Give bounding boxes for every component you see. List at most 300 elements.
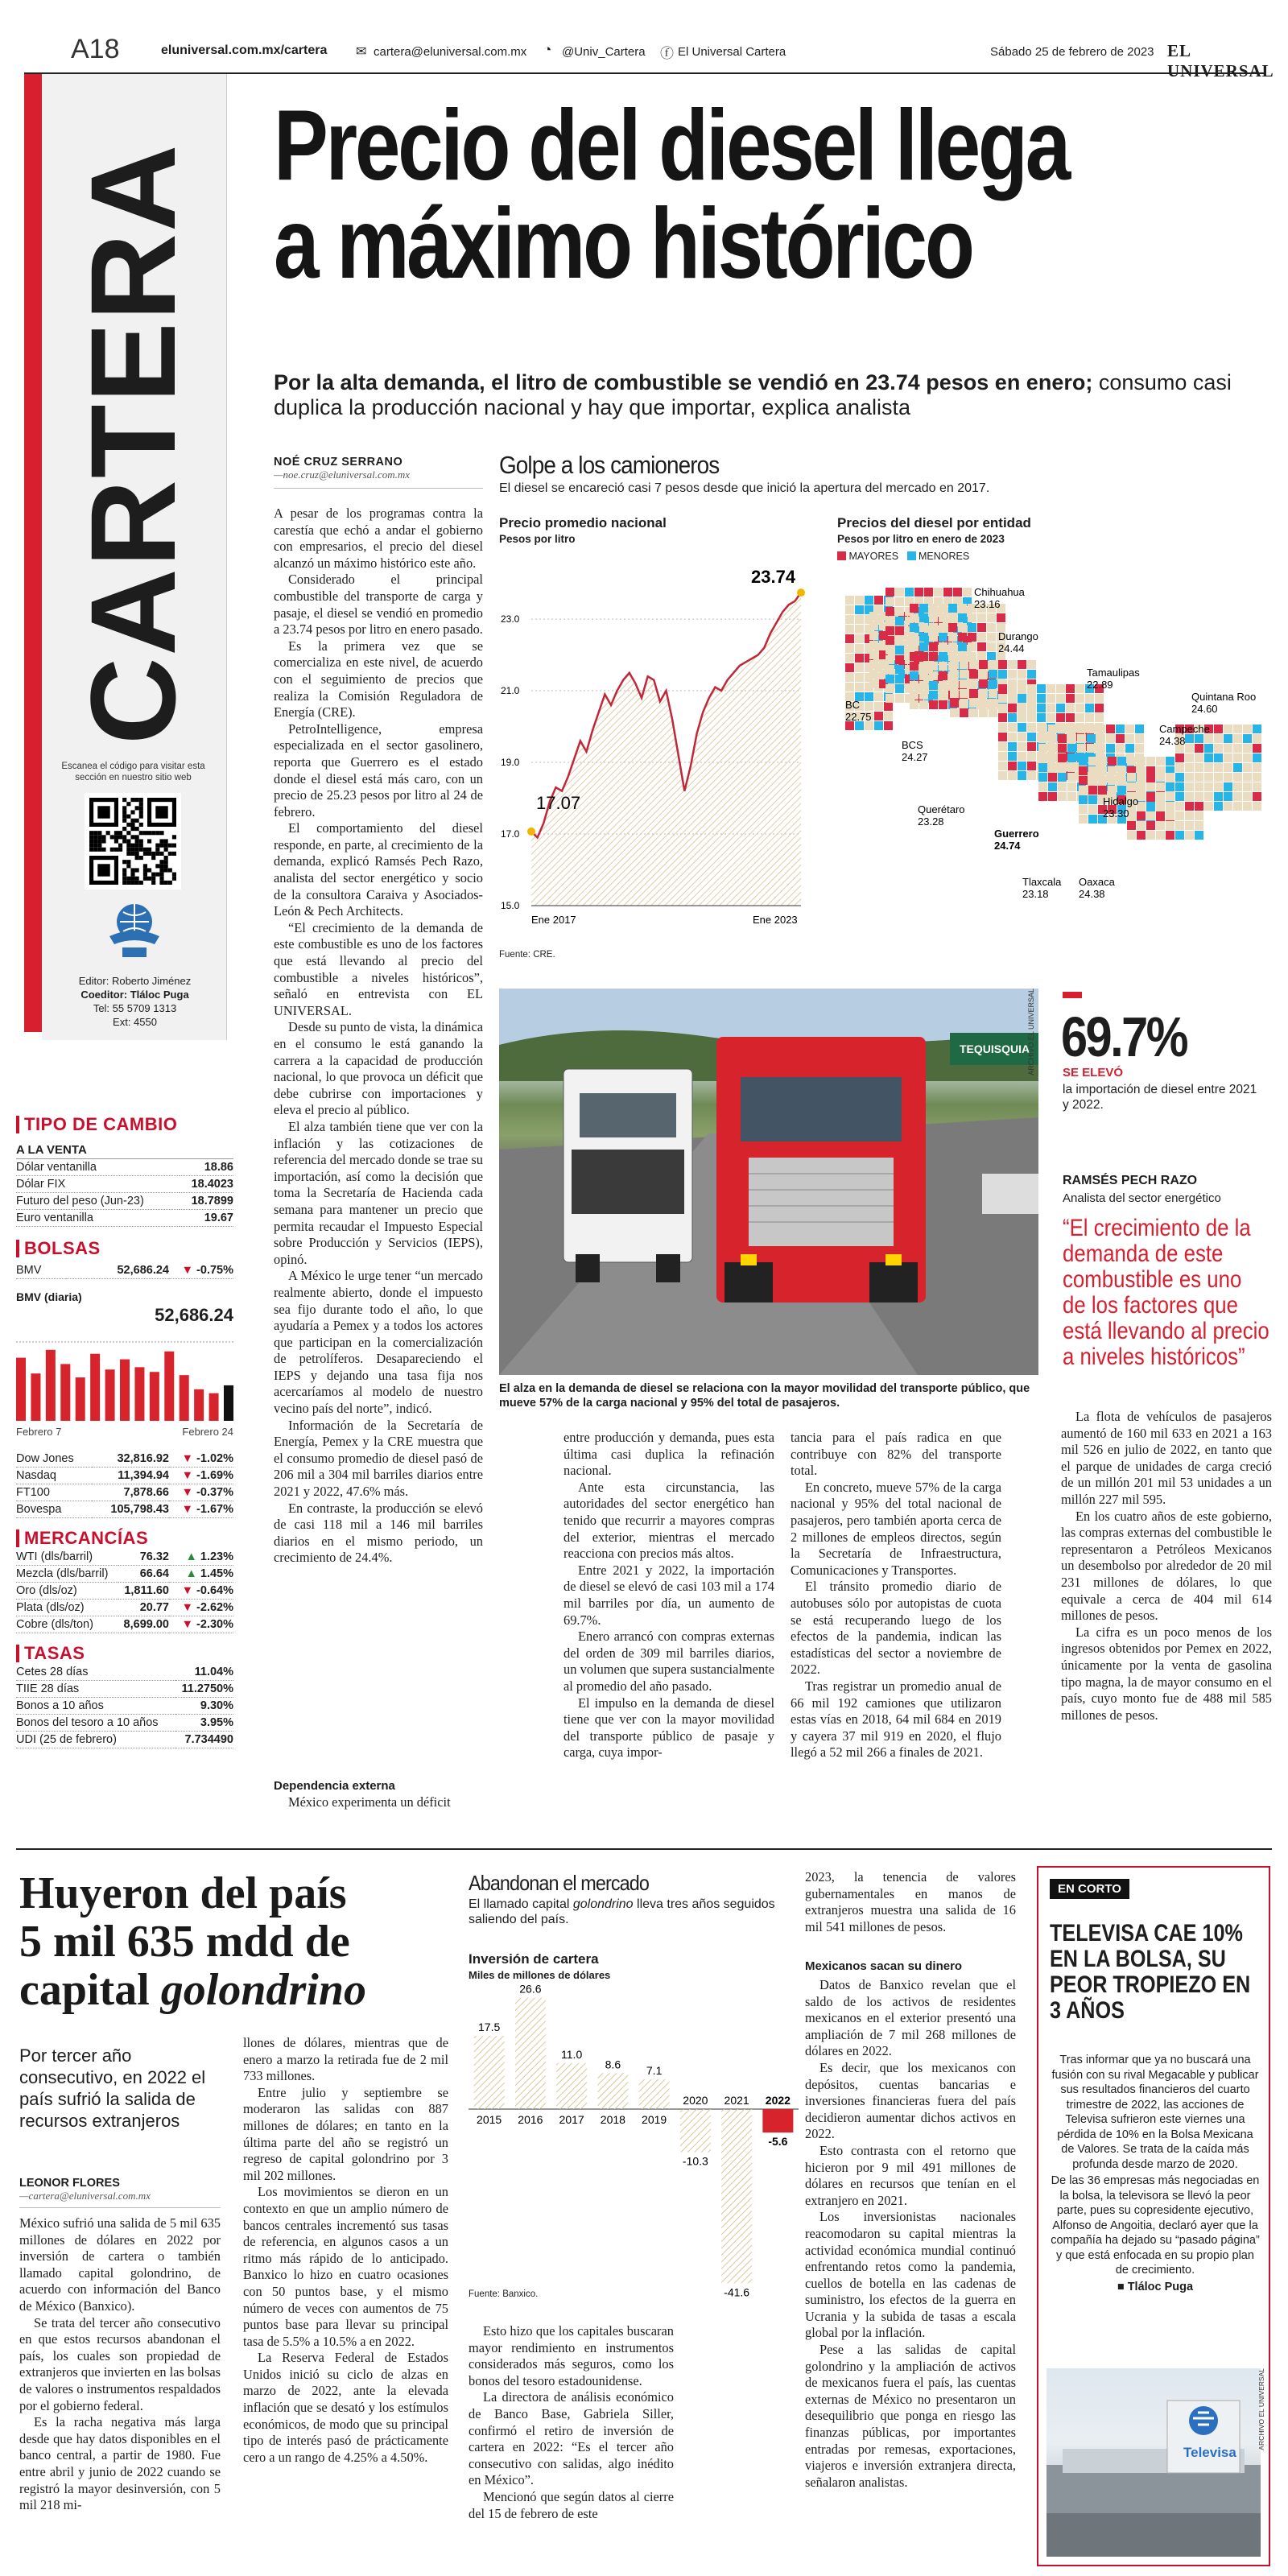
map-cell — [960, 679, 968, 688]
map-cell — [1117, 786, 1126, 795]
map-cell — [1048, 782, 1057, 791]
red-section-stripe — [24, 74, 42, 1032]
map-cell — [1087, 744, 1096, 753]
map-cell — [960, 670, 968, 679]
map-cell — [1048, 724, 1057, 733]
bmv-bar — [134, 1367, 144, 1421]
map-cell — [1204, 753, 1213, 762]
category-label: 2021 — [724, 2094, 749, 2107]
map-cell — [919, 681, 928, 690]
paragraph: La cifra es un poco menos de los ingresos obtenidos por Pemex en 2022, únicamente por la venta de gasolina tipo magna, la de mayor consumo en el país, cuyo monto fue de 488 mil 585 millones de pesos. — [1061, 1624, 1272, 1723]
map-cell — [1008, 694, 1017, 703]
email-link[interactable]: cartera@eluniversal.com.mx — [374, 45, 527, 59]
map-cell — [1056, 704, 1065, 712]
map-cell — [1127, 773, 1136, 782]
quote-name: RAMSÉS PECH RAZO — [1063, 1174, 1198, 1187]
fx-table — [16, 1159, 233, 1227]
map-cell — [1018, 713, 1026, 722]
stat-marker — [1063, 992, 1082, 998]
map-cell — [895, 675, 904, 683]
map-cell — [1018, 771, 1026, 780]
main-column-3 — [791, 1430, 1001, 1761]
portfolio-bar — [762, 2109, 793, 2132]
televisa-photo-credit: ARCHIVO EL UNIVERSAL — [1257, 2368, 1265, 2450]
map-cell — [869, 650, 878, 659]
map-cell — [958, 623, 967, 632]
map-cell — [845, 625, 854, 634]
map-cell — [1175, 811, 1184, 820]
map-cell — [886, 655, 894, 664]
map-cell — [1066, 684, 1075, 693]
map-cell — [910, 642, 919, 651]
map-cell — [958, 633, 967, 642]
second-column-4a — [805, 1869, 1016, 1935]
map-cell — [855, 605, 864, 614]
map-cell — [1027, 723, 1036, 732]
paragraph: 2023, la tenencia de valores gubernamentales en manos de extranjeros muestra una salida de 16 mil 541 millones de pesos. — [805, 1869, 1016, 1934]
map-cell — [969, 660, 978, 669]
map-cell — [1018, 752, 1026, 761]
map-cell — [886, 597, 894, 606]
map-cell — [919, 652, 928, 661]
map-cell — [869, 621, 878, 630]
map-cell — [948, 613, 957, 622]
map-cell — [1058, 773, 1067, 782]
map-cell — [929, 642, 938, 651]
map-cell — [989, 689, 997, 698]
map-cell — [910, 613, 919, 622]
map-cell — [1146, 821, 1155, 830]
table-row: Bonos a 10 años 9.30% — [16, 1698, 233, 1715]
y-tick-label: 21.0 — [501, 685, 520, 697]
map-cell — [1253, 782, 1261, 791]
graphic-subtitle: El diesel se encareció casi 7 pesos desde que inició la apertura del mercado en 2017. — [499, 481, 990, 495]
map-cell — [845, 634, 854, 643]
main-deck: Por la alta demanda, el litro de combustible se vendió en 23.74 pesos en enero; consumo casi duplica la producción nacional y hay que importar, explica analista — [274, 370, 1232, 419]
map-cell — [979, 660, 988, 669]
second-column-3 — [469, 2323, 674, 2522]
map-cell — [1185, 753, 1194, 762]
map-cell — [1224, 773, 1232, 782]
portfolio-bar — [639, 2079, 670, 2109]
map-cell — [998, 704, 1007, 712]
map-cell — [1098, 776, 1107, 785]
map-cell — [1166, 773, 1174, 782]
map-cell — [884, 712, 893, 720]
map-cell — [987, 652, 996, 661]
map-cell — [855, 644, 864, 653]
section-credits: Editor: Roberto Jiménez Coeditor: Tláloc Puga Tel: 55 5709 1313 Ext: 4550 — [78, 975, 192, 1028]
map-cell — [1195, 802, 1203, 811]
map-cell — [855, 683, 864, 691]
map-cell — [1156, 821, 1165, 830]
map-cell — [948, 633, 957, 642]
map-cell — [1079, 766, 1088, 775]
map-cell — [1027, 694, 1036, 703]
map-cell — [929, 633, 938, 642]
map-cell — [953, 588, 962, 597]
section-name: CARTERA — [65, 142, 200, 745]
map-cell — [895, 684, 904, 693]
map-cell — [1204, 802, 1213, 811]
map-cell — [1253, 792, 1261, 801]
map-cell — [1175, 802, 1184, 811]
paragraph: Es la primera vez que se comercializa en este nivel, de acuerdo con el seguimiento de precios que realiza la Comisión Reguladora de Energía (CRE). — [274, 638, 483, 720]
map-cell — [1127, 831, 1136, 840]
map-cell — [1018, 660, 1026, 669]
map-cell — [929, 700, 938, 709]
bmv-bar — [150, 1372, 159, 1421]
arrow-down-icon: ▼ — [181, 1486, 197, 1499]
paragraph: A México le urge tener “un mercado realmente abierto, donde el impuesto sea fijo durante todo el año, lo que ayudaría a Pemex y a todos los actores que participan en la comercialización de petrolíferos. Desapareciendo el IEPS y dejando una tasa fija nos acercaríamos al modelo de nuestro vecino país del norte”, indicó. — [274, 1268, 483, 1417]
map-cell — [998, 742, 1007, 751]
map-subtitle: Pesos por litro en enero de 2023 — [837, 533, 1005, 545]
paragraph: El tránsito promedio diario de autobuses sólo por autopistas de cuota se está recuperando luego de los efectos de la pandemia, indican las estadísticas del sector a noviembre de 2022. — [791, 1579, 1001, 1678]
bolsas-title: BOLSAS — [24, 1238, 101, 1258]
portfolio-bar — [680, 2109, 711, 2153]
category-label: 2022 — [765, 2094, 791, 2107]
arrow-up-icon: ▲ — [185, 1550, 200, 1563]
map-cell — [1175, 753, 1184, 762]
table-row: Oro (dls/oz) 1,811.60 ▼ -0.64% — [16, 1583, 233, 1600]
map-cell — [929, 681, 938, 690]
arrow-down-icon: ▼ — [181, 1452, 197, 1465]
table-row: WTI (dls/barril) 76.32 ▲ 1.23% — [16, 1549, 233, 1566]
map-cell — [998, 762, 1007, 770]
map-cell — [1214, 734, 1223, 743]
portfolio-bar — [597, 2073, 628, 2109]
map-cell — [1185, 831, 1194, 840]
fx-subtitle: A LA VENTA — [16, 1143, 233, 1159]
map-cell — [939, 604, 947, 613]
map-cell — [987, 623, 996, 632]
map-cell — [1195, 753, 1203, 762]
photo-caption: El alza en la demanda de diesel se relaciona con la mayor movilidad del transporte público, que mueve 57% de la carga nacional y 95% del total de pasajeros. — [499, 1382, 1030, 1410]
map-cell — [1008, 684, 1017, 693]
map-cell — [1204, 734, 1213, 743]
line-chart-title: Precio promedio nacional — [499, 515, 667, 530]
map-cell — [1195, 763, 1203, 772]
map-cell — [977, 613, 986, 622]
arrow-up-icon: ▲ — [185, 1567, 200, 1580]
state-label: Tamaulipas 22.89 — [1087, 667, 1140, 691]
map-cell — [895, 665, 904, 674]
paragraph: Los movimientos se dieron en un contexto en que un amplio número de bancos centrales incrementó sus tasas de referencia, en algunos casos a un ritmo más rápido de lo anticipado. Banxico lo hizo en cuatro ocasiones con 50 puntos base, y el mismo número de veces con aumentos de 75 puntos base para llevar su principal tasa de 5.5% a 10.5% a en 2022. — [243, 2184, 448, 2349]
map-cell — [939, 613, 947, 622]
main-col1-tail: Dependencia externa México experimenta un déficit — [274, 1779, 451, 1810]
map-cell — [1067, 734, 1076, 743]
map-cell — [1018, 742, 1026, 751]
map-cell — [1214, 782, 1223, 791]
map-cell — [855, 625, 864, 634]
map-cell — [1096, 724, 1105, 733]
paragraph: En concreto, mueve 57% de la carga nacional y 95% del total nacional de pasajeros, pero también aporta cerca de 2 millones de empleos directos, según la Secretaría de Infraestructura, Comunicaciones y Transportes. — [791, 1479, 1001, 1578]
map-cell — [968, 642, 976, 651]
map-cell — [1204, 782, 1213, 791]
twitter-link[interactable]: @Univ_Cartera — [562, 45, 646, 59]
endpoint-marker — [527, 828, 535, 836]
map-cell — [869, 631, 878, 640]
map-cell — [1098, 766, 1107, 775]
map-cell — [987, 613, 996, 622]
map-cell — [1166, 782, 1174, 791]
map-cell — [1127, 757, 1136, 766]
map-cell — [939, 633, 947, 642]
map-cell — [1195, 744, 1203, 753]
map-cell — [1185, 734, 1194, 743]
map-cell — [979, 708, 988, 717]
paragraph: Enero arrancó con compras externas del orden de 309 mil barriles diarios, un volumen que supera sustancialmente al promedio del año pasado. — [564, 1629, 774, 1694]
qr-code[interactable] — [85, 793, 181, 890]
paragraph: A pesar de los programas contra la carestía que echó a andar el gobierno con empresarios, el precio del diesel alcanzó un máximo histórico este año. — [274, 506, 483, 571]
second-deck: Por tercer año consecutivo, en 2022 el país sufrió la salida de recursos extranjeros — [19, 2046, 206, 2131]
map-cell — [874, 702, 883, 711]
map-cell — [1027, 742, 1036, 751]
map-cell — [1195, 782, 1203, 791]
bmv-chart-start: Febrero 7 — [16, 1426, 62, 1438]
table-row: UDI (25 de febrero) 7.734490 — [16, 1732, 233, 1748]
map-cell — [1253, 773, 1261, 782]
map-cell — [1253, 724, 1261, 733]
map-cell — [1243, 734, 1252, 743]
diesel-price-line-chart — [499, 551, 813, 938]
state-label: Querétaro 23.28 — [918, 803, 965, 828]
map-title: Precios del diesel por entidad — [837, 515, 1031, 530]
map-cell — [939, 662, 947, 671]
map-cell — [998, 670, 1007, 679]
map-cell — [1066, 694, 1075, 703]
map-cell — [1018, 733, 1026, 741]
map-cell — [979, 679, 988, 688]
map-cell — [886, 607, 894, 616]
map-cell — [1088, 795, 1097, 804]
twitter-icon: ◔ — [543, 42, 552, 57]
photo-credit: ARCHIVO EL UNIVERSAL — [1027, 989, 1035, 1075]
paragraph: El alza también tiene que ver con la inflación y las cotizaciones de referencia del mercado donde se trae su importación, así como la decisión que toma la Secretaría de Hacienda cada semana para mantener un precio que permita recaudar el Impuesto Especial sobre Producción y Servicios (IEPS), opinó. — [274, 1118, 483, 1267]
bar-value-label: 8.6 — [605, 2058, 621, 2071]
map-cell — [1175, 782, 1184, 791]
map-cell — [1233, 724, 1242, 733]
map-cell — [1204, 744, 1213, 753]
map-cell — [950, 670, 959, 679]
map-cell — [1117, 766, 1126, 775]
state-label: Chihuahua 23.16 — [974, 586, 1025, 610]
map-cell — [1056, 684, 1065, 693]
map-cell — [977, 633, 986, 642]
table-row: FT100 7,878.66 ▼ -0.37% — [16, 1484, 233, 1501]
paragraph: Los inversionistas nacionales reacomodaron su capital mientras la actividad económica mundial continuó enfrentando retos como la pandemia, cuellos de botella en las cadenas de suministro, los efectos de la guerra en Ucrania y la subida de tasas a escala global por la inflación. — [805, 2209, 1016, 2341]
map-cell — [1066, 713, 1075, 722]
y-tick-label: 23.0 — [501, 613, 520, 625]
map-cell — [1137, 773, 1146, 782]
map-cell — [1038, 773, 1047, 782]
map-cell — [1008, 742, 1017, 751]
map-legend: MAYORES MENORES — [837, 551, 969, 562]
paragraph: “El crecimiento de la demanda de este combustible es uno de los factores que está llevando al precio del combustible a niveles históricos”, señaló en entrevista con EL UNIVERSAL. — [274, 919, 483, 1018]
map-cell — [1048, 763, 1057, 772]
commodities-table — [16, 1549, 233, 1633]
map-cell — [1027, 771, 1036, 780]
map-cell — [1214, 773, 1223, 782]
table-row: TIIE 28 días 11.2750% — [16, 1681, 233, 1698]
map-cell — [865, 702, 873, 711]
map-cell — [1146, 757, 1155, 766]
map-cell — [929, 662, 938, 671]
map-cell — [1127, 782, 1136, 791]
map-cell — [1117, 757, 1126, 766]
map-cell — [845, 596, 854, 605]
portfolio-bar — [556, 2063, 587, 2109]
bmv-bar — [90, 1354, 100, 1421]
map-cell — [1233, 802, 1242, 811]
map-cell — [919, 691, 928, 700]
map-cell — [1166, 802, 1174, 811]
paragraph: Datos de Banxico revelan que el saldo de los activos de residentes mexicanos en el exterior presentó una ampliación de 7 mil 268 millones de dólares en 2022. — [805, 1977, 1016, 2059]
map-cell — [998, 713, 1007, 722]
map-cell — [1067, 782, 1076, 791]
map-cell — [989, 679, 997, 688]
bar-value-label: 7.1 — [646, 2064, 663, 2078]
paragraph: Se trata del tercer año consecutivo en que estos recursos abandonan el país, los cuales son propiedad de extranjeros que invierten en las bolsas de valores o instrumentos respaldados por el gobierno federal. — [19, 2314, 221, 2413]
arrow-down-icon: ▼ — [181, 1503, 197, 1516]
map-cell — [1058, 744, 1067, 753]
map-cell — [1088, 776, 1097, 785]
bmv-chart-title: BMV (diaria) — [16, 1290, 82, 1303]
map-cell — [1079, 795, 1088, 804]
map-cell — [1125, 744, 1134, 753]
table-row: Dólar FIX 18.4023 — [16, 1176, 233, 1193]
line-chart-subtitle: Pesos por litro — [499, 533, 576, 545]
map-cell — [1088, 757, 1097, 766]
map-cell — [1008, 752, 1017, 761]
bar-value-label: -5.6 — [768, 2135, 788, 2149]
map-cell — [845, 654, 854, 663]
map-cell — [1233, 763, 1242, 772]
map-cell — [1195, 831, 1203, 840]
chart-label: Ene 2017 — [531, 914, 576, 926]
map-cell — [1135, 724, 1144, 733]
map-cell — [886, 626, 894, 635]
arrow-down-icon: ▼ — [181, 1584, 197, 1597]
tasas-title: TASAS — [24, 1643, 85, 1663]
paragraph: Esto hizo que los capitales buscaran mayor rendimiento en instrumentos considerados más seguros, como los bonos del tesoro estadounidense. — [469, 2323, 674, 2388]
map-cell — [919, 633, 928, 642]
map-cell — [895, 694, 904, 703]
map-cell — [1087, 724, 1096, 733]
site-link[interactable]: eluniversal.com.mx/cartera — [161, 43, 328, 57]
televisa-logo-text: Televisa — [1183, 2445, 1236, 2460]
map-cell — [948, 642, 957, 651]
map-cell — [845, 673, 854, 682]
map-cell — [1088, 786, 1097, 795]
paragraph: Tras registrar un promedio anual de 66 mil 192 camiones que utilizaron estas vías en 2018, 64 mil 684 en 2019 y cayera 37 mil 919 en 2020, el flujo llegó a 52 mil 266 a finales de 2021. — [791, 1678, 1001, 1761]
map-cell — [1185, 802, 1194, 811]
map-cell — [845, 663, 854, 672]
map-cell — [869, 612, 878, 621]
map-cell — [1214, 753, 1223, 762]
table-row: Bovespa 105,798.43 ▼ -1.67% — [16, 1501, 233, 1518]
map-cell — [1146, 782, 1155, 791]
section-divider — [16, 1848, 1272, 1850]
bmv-row-table: BMV 52,686.24 ▼ -0.75% — [16, 1262, 233, 1279]
map-cell — [977, 642, 986, 651]
map-cell — [943, 588, 952, 597]
map-cell — [886, 684, 894, 693]
map-cell — [1058, 792, 1067, 801]
map-cell — [865, 692, 873, 701]
map-cell — [910, 652, 919, 661]
map-cell — [1243, 724, 1252, 733]
paragraph: Esto contrasta con el retorno que hicieron por 9 mil 491 millones de dólares en recursos que tenían en el extranjero en 2021. — [805, 2142, 1016, 2208]
map-cell — [960, 689, 968, 698]
facebook-link[interactable]: El Universal Cartera — [678, 45, 786, 59]
map-cell — [1137, 821, 1146, 830]
map-cell — [939, 671, 947, 680]
map-cell — [958, 604, 967, 613]
map-cell — [1088, 766, 1097, 775]
map-cell — [1056, 713, 1065, 722]
map-cell — [1156, 831, 1165, 840]
map-cell — [845, 683, 854, 691]
map-cell — [929, 671, 938, 680]
map-cell — [1185, 782, 1194, 791]
y-tick-label: 15.0 — [501, 900, 520, 911]
map-cell — [1137, 757, 1146, 766]
map-cell — [1075, 704, 1084, 712]
chart-label: Ene 2023 — [753, 914, 798, 926]
map-cell — [869, 660, 878, 669]
map-cell — [845, 644, 854, 653]
map-cell — [1075, 684, 1084, 693]
table-row: Cobre (dls/ton) 8,699.00 ▼ -2.30% — [16, 1616, 233, 1633]
quote-role: Analista del sector energético — [1063, 1191, 1221, 1205]
map-cell — [934, 588, 943, 597]
paragraph: Entre 2021 y 2022, la importación de diesel se elevó de casi 103 mil a 174 mil barriles por día, un aumento de 69.7%. — [564, 1562, 774, 1628]
map-cell — [1056, 694, 1065, 703]
map-cell — [1095, 704, 1104, 712]
map-cell — [1088, 805, 1097, 814]
map-cell — [905, 588, 914, 597]
map-cell — [1077, 734, 1086, 743]
main-byline: NOÉ CRUZ SERRANO —noe.cruz@eluniversal.com.mx — [274, 456, 483, 489]
map-cell — [910, 681, 919, 690]
paragraph: Información de la Secretaría de Energía, Pemex y la CRE muestra que el consumo promedio de diesel pasó de 206 mil a 304 mil barriles diarios entre 2021 y 2022, 47.6% más. — [274, 1417, 483, 1500]
bmv-bar — [16, 1358, 26, 1421]
map-cell — [924, 588, 933, 597]
table-row: Euro ventanilla 19.67 — [16, 1210, 233, 1227]
category-label: 2019 — [642, 2113, 667, 2126]
paragraph: llones de dólares, mientras que de enero a marzo la retirada fue de 2 mil 733 millones. — [243, 2035, 448, 2084]
map-cell — [1224, 792, 1232, 801]
map-cell — [987, 642, 996, 651]
map-cell — [960, 660, 968, 669]
portfolio-inner-title: Inversión de cartera — [469, 1951, 599, 1967]
map-cell — [958, 652, 967, 661]
paragraph: El impulso en la demanda de diesel tiene que ver con la mayor movilidad del transporte público de pasaje y carga, cuya impor- — [564, 1695, 774, 1761]
paragraph: PetroIntelligence, empresa especializada en el sector gasolinero, reporta que Guerrero es el estado donde el diesel está más caro, con un precio de 25.23 pesos por litro al 24 de febrero. — [274, 720, 483, 819]
map-cell — [1008, 713, 1017, 722]
paragraph: La Reserva Federal de Estados Unidos inició su ciclo de alzas en marzo de 2022, ante la elevada inflación que se desató y los estímulos económicos, de modo que su principal tipo de interés pasó de prácticamente cero a un rango de 4.25% a 4.50%. — [243, 2350, 448, 2465]
truck-photo — [499, 989, 1038, 1375]
map-cell — [1018, 723, 1026, 732]
table-row: Nasdaq 11,394.94 ▼ -1.69% — [16, 1468, 233, 1484]
map-cell — [874, 721, 883, 730]
map-cell — [1156, 773, 1165, 782]
state-label: Hidalgo 23.30 — [1103, 795, 1139, 819]
map-cell — [910, 662, 919, 671]
map-cell — [874, 712, 883, 720]
map-cell — [1008, 660, 1017, 669]
